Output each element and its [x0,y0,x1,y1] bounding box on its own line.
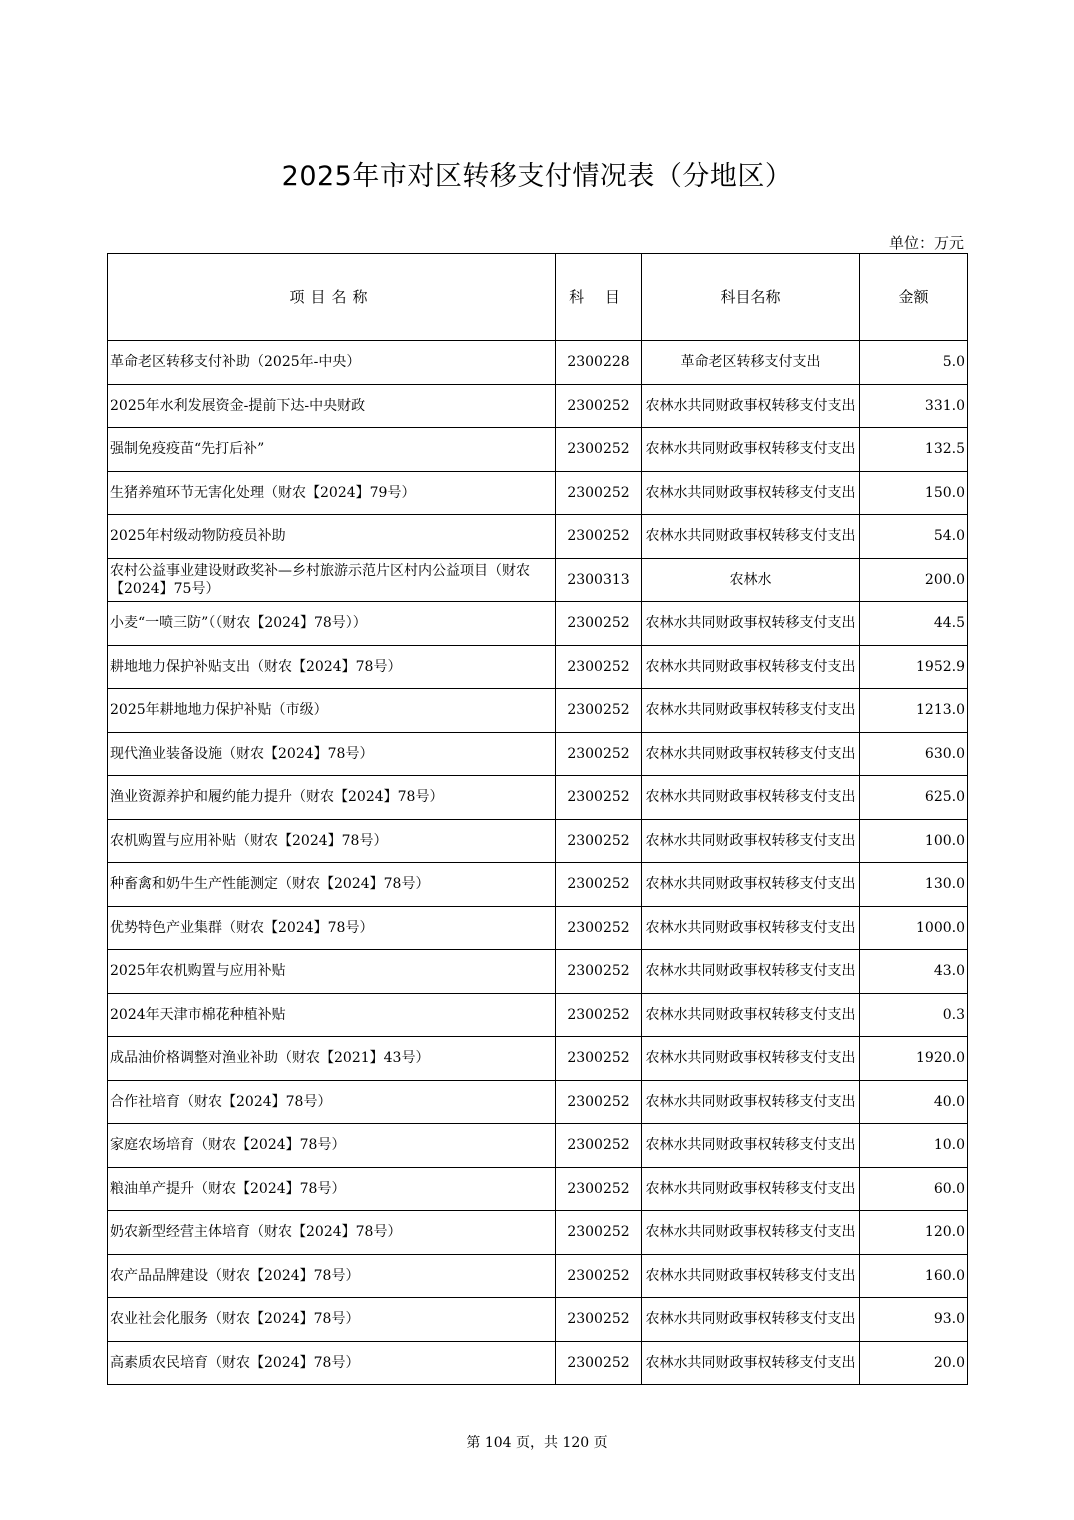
amount-cell: 150.0 [860,471,968,515]
amount-cell: 93.0 [860,1298,968,1342]
project-name-cell: 小麦“一喷三防”（（财农【2024】78号）） [108,602,556,646]
amount-cell: 1000.0 [860,906,968,950]
amount-cell: 100.0 [860,819,968,863]
table-row [108,341,968,385]
project-name-cell: 种畜禽和奶牛生产性能测定（财农【2024】78号） [108,863,556,907]
subject-name-cell: 农林水共同财政事权转移支付支出 [642,732,860,776]
subject-code-cell: 2300252 [556,819,642,863]
project-name-cell: 渔业资源养护和履约能力提升（财农【2024】78号） [108,776,556,820]
header-subject-name: 科目名称 [642,254,860,341]
table-header-row [108,254,968,341]
amount-cell: 132.5 [860,428,968,472]
table-row [108,950,968,994]
subject-code-cell: 2300252 [556,1124,642,1168]
subject-code-cell: 2300252 [556,906,642,950]
project-name-cell: 优势特色产业集群（财农【2024】78号） [108,906,556,950]
subject-name-cell: 农林水共同财政事权转移支付支出 [642,1254,860,1298]
table-row [108,1341,968,1385]
subject-code-cell: 2300252 [556,1167,642,1211]
subject-name-cell: 农林水共同财政事权转移支付支出 [642,645,860,689]
project-name-cell: 2025年水利发展资金-提前下达-中央财政 [108,384,556,428]
table-row [108,732,968,776]
subject-code-cell: 2300252 [556,993,642,1037]
table-row [108,515,968,559]
subject-code-cell: 2300252 [556,602,642,646]
header-subject-code: 科 目 [556,254,642,341]
subject-code-cell: 2300252 [556,1037,642,1081]
project-name-cell: 高素质农民培育（财农【2024】78号） [108,1341,556,1385]
project-name-cell: 家庭农场培育（财农【2024】78号） [108,1124,556,1168]
table-row [108,1167,968,1211]
table-row [108,1037,968,1081]
subject-code-cell: 2300252 [556,732,642,776]
subject-name-cell: 农林水共同财政事权转移支付支出 [642,776,860,820]
project-name-cell: 现代渔业装备设施（财农【2024】78号） [108,732,556,776]
project-name-cell: 合作社培育（财农【2024】78号） [108,1080,556,1124]
subject-code-cell: 2300252 [556,863,642,907]
table-body [108,341,968,1385]
subject-name-cell: 农林水共同财政事权转移支付支出 [642,950,860,994]
subject-name-cell: 农林水共同财政事权转移支付支出 [642,428,860,472]
amount-cell: 44.5 [860,602,968,646]
subject-name-cell: 农林水共同财政事权转移支付支出 [642,1298,860,1342]
amount-cell: 0.3 [860,993,968,1037]
table-row [108,689,968,733]
amount-cell: 160.0 [860,1254,968,1298]
transfer-payment-table [107,253,968,1385]
project-name-cell: 耕地地力保护补贴支出（财农【2024】78号） [108,645,556,689]
amount-cell: 54.0 [860,515,968,559]
table-row [108,1211,968,1255]
subject-name-cell: 农林水共同财政事权转移支付支出 [642,993,860,1037]
subject-code-cell: 2300252 [556,471,642,515]
amount-cell: 10.0 [860,1124,968,1168]
subject-name-cell: 农林水共同财政事权转移支付支出 [642,1341,860,1385]
amount-cell: 5.0 [860,341,968,385]
subject-name-cell: 农林水共同财政事权转移支付支出 [642,384,860,428]
table-row [108,906,968,950]
table-row [108,428,968,472]
amount-cell: 200.0 [860,558,968,602]
page-footer: 第 104 页，共 120 页 [466,1435,608,1451]
project-name-cell: 2025年农机购置与应用补贴 [108,950,556,994]
amount-cell: 40.0 [860,1080,968,1124]
subject-name-cell: 农林水共同财政事权转移支付支出 [642,689,860,733]
subject-name-cell: 农林水共同财政事权转移支付支出 [642,906,860,950]
subject-code-cell: 2300252 [556,1298,642,1342]
table-row [108,645,968,689]
subject-name-cell: 农林水共同财政事权转移支付支出 [642,819,860,863]
amount-cell: 1952.9 [860,645,968,689]
amount-cell: 43.0 [860,950,968,994]
header-amount: 金额 [860,254,968,341]
amount-cell: 625.0 [860,776,968,820]
project-name-cell: 粮油单产提升（财农【2024】78号） [108,1167,556,1211]
subject-name-cell: 农林水共同财政事权转移支付支出 [642,1211,860,1255]
amount-cell: 331.0 [860,384,968,428]
subject-code-cell: 2300252 [556,1211,642,1255]
subject-code-cell: 2300252 [556,1341,642,1385]
project-name-cell: 革命老区转移支付补助（2025年-中央） [108,341,556,385]
unit-label: 单位：万元 [888,234,964,252]
subject-name-cell: 农林水共同财政事权转移支付支出 [642,471,860,515]
subject-code-cell: 2300252 [556,1080,642,1124]
table-row [108,776,968,820]
project-name-cell: 奶农新型经营主体培育（财农【2024】78号） [108,1211,556,1255]
project-name-cell: 农业社会化服务（财农【2024】78号） [108,1298,556,1342]
amount-cell: 1213.0 [860,689,968,733]
table-row [108,1254,968,1298]
project-name-cell: 生猪养殖环节无害化处理（财农【2024】79号） [108,471,556,515]
subject-name-cell: 革命老区转移支付支出 [642,341,860,385]
amount-cell: 60.0 [860,1167,968,1211]
subject-code-cell: 2300252 [556,776,642,820]
subject-code-cell: 2300313 [556,558,642,602]
table-row [108,1124,968,1168]
subject-name-cell: 农林水共同财政事权转移支付支出 [642,1167,860,1211]
table-row [108,819,968,863]
subject-name-cell: 农林水共同财政事权转移支付支出 [642,515,860,559]
project-name-cell: 农产品品牌建设（财农【2024】78号） [108,1254,556,1298]
subject-name-cell: 农林水共同财政事权转移支付支出 [642,602,860,646]
project-name-cell: 成品油价格调整对渔业补助（财农【2021】43号） [108,1037,556,1081]
subject-code-cell: 2300252 [556,645,642,689]
amount-cell: 1920.0 [860,1037,968,1081]
table-row [108,1080,968,1124]
subject-code-cell: 2300228 [556,341,642,385]
table-row [108,471,968,515]
table-row [108,602,968,646]
table-row [108,1298,968,1342]
subject-code-cell: 2300252 [556,515,642,559]
subject-name-cell: 农林水共同财政事权转移支付支出 [642,863,860,907]
header-project-name: 项目名称 [108,254,556,341]
subject-code-cell: 2300252 [556,428,642,472]
page-title: 2025年市对区转移支付情况表（分地区） [281,161,793,192]
amount-cell: 120.0 [860,1211,968,1255]
table-row [108,993,968,1037]
subject-code-cell: 2300252 [556,950,642,994]
subject-name-cell: 农林水共同财政事权转移支付支出 [642,1037,860,1081]
subject-code-cell: 2300252 [556,384,642,428]
table-row [108,558,968,602]
project-name-cell: 2025年耕地地力保护补贴（市级） [108,689,556,733]
project-name-cell: 2025年村级动物防疫员补助 [108,515,556,559]
subject-name-cell: 农林水 [642,558,860,602]
amount-cell: 20.0 [860,1341,968,1385]
subject-name-cell: 农林水共同财政事权转移支付支出 [642,1124,860,1168]
project-name-cell: 农村公益事业建设财政奖补—乡村旅游示范片区村内公益项目（财农【2024】75号） [108,558,556,602]
project-name-cell: 农机购置与应用补贴（财农【2024】78号） [108,819,556,863]
table-row [108,384,968,428]
table-row [108,863,968,907]
subject-name-cell: 农林水共同财政事权转移支付支出 [642,1080,860,1124]
amount-cell: 630.0 [860,732,968,776]
subject-code-cell: 2300252 [556,689,642,733]
project-name-cell: 2024年天津市棉花种植补贴 [108,993,556,1037]
amount-cell: 130.0 [860,863,968,907]
subject-code-cell: 2300252 [556,1254,642,1298]
project-name-cell: 强制免疫疫苗“先打后补” [108,428,556,472]
